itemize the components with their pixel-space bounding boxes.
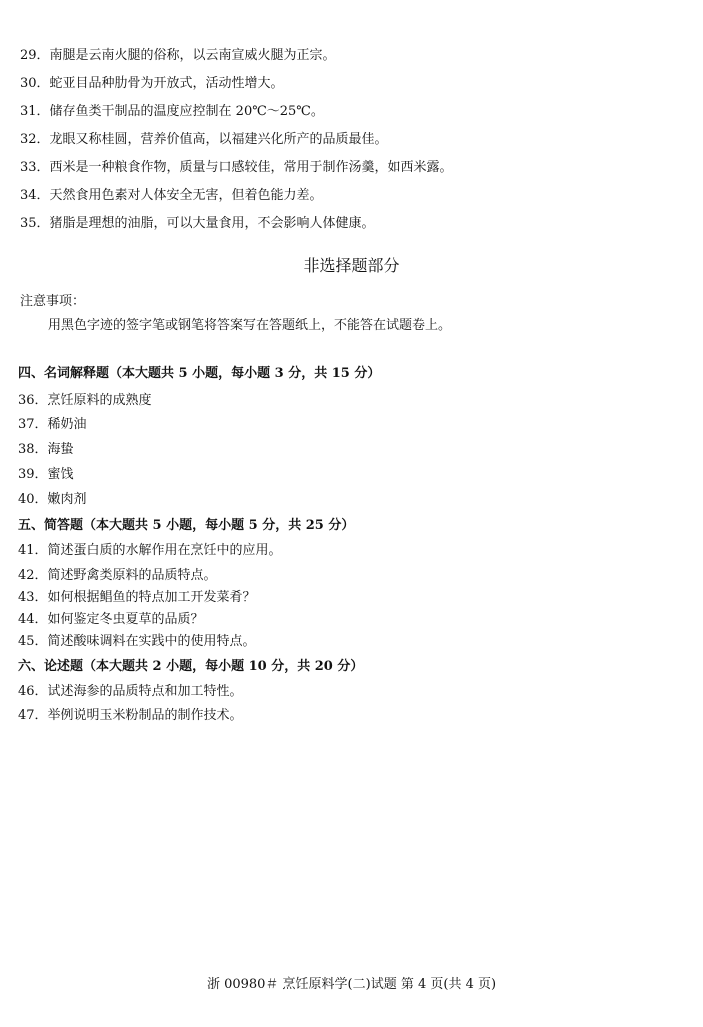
question-32: 32．龙眼又称桂圆，营养价值高，以福建兴化所产的品质最佳。 [20, 132, 388, 147]
question-47: 47．举例说明玉米粉制品的制作技术。 [18, 708, 243, 723]
question-41: 41．简述蛋白质的水解作用在烹饪中的应用。 [18, 543, 282, 558]
notice-heading: 注意事项： [20, 294, 86, 309]
question-42: 42．简述野禽类原料的品质特点。 [18, 568, 217, 583]
question-38: 38．海蛰 [18, 442, 74, 457]
section-5-heading: 五、简答题（本大题共 5 小题，每小题 5 分，共 25 分） [18, 518, 355, 533]
question-40: 40．嫩肉剂 [18, 492, 87, 507]
question-36: 36．烹饪原料的成熟度 [18, 393, 152, 408]
question-45: 45．简述酸味调料在实践中的使用特点。 [18, 634, 256, 649]
question-29: 29．南腿是云南火腿的俗称，以云南宣威火腿为正宗。 [20, 48, 336, 63]
question-43: 43．如何根据鲳鱼的特点加工开发菜肴？ [18, 590, 256, 605]
question-35: 35．猪脂是理想的油脂，可以大量食用，不会影响人体健康。 [20, 216, 375, 231]
question-46: 46．试述海参的品质特点和加工特性。 [18, 684, 243, 699]
question-34: 34．天然食用色素对人体安全无害，但着色能力差。 [20, 188, 323, 203]
question-39: 39．蜜饯 [18, 467, 74, 482]
page-footer: 浙 00980＃ 烹饪原料学(二)试题 第 4 页(共 4 页) [206, 977, 497, 992]
question-30: 30．蛇亚目品种肋骨为开放式，活动性增大。 [20, 76, 284, 91]
part-title: 非选择题部分 [303, 256, 400, 275]
question-37: 37．稀奶油 [18, 417, 87, 432]
notice-text: 用黑色字迹的签字笔或钢笔将答案写在答题纸上，不能答在试题卷上。 [48, 318, 452, 333]
question-33: 33．西米是一种粮食作物，质量与口感较佳，常用于制作汤羹，如西米露。 [20, 160, 453, 175]
section-6-heading: 六、论述题（本大题共 2 小题，每小题 10 分，共 20 分） [18, 659, 364, 674]
question-44: 44．如何鉴定冬虫夏草的品质？ [18, 612, 204, 627]
section-4-heading: 四、名词解释题（本大题共 5 小题，每小题 3 分，共 15 分） [18, 366, 381, 381]
question-31: 31．储存鱼类干制品的温度应控制在 20℃～25℃。 [20, 104, 324, 119]
